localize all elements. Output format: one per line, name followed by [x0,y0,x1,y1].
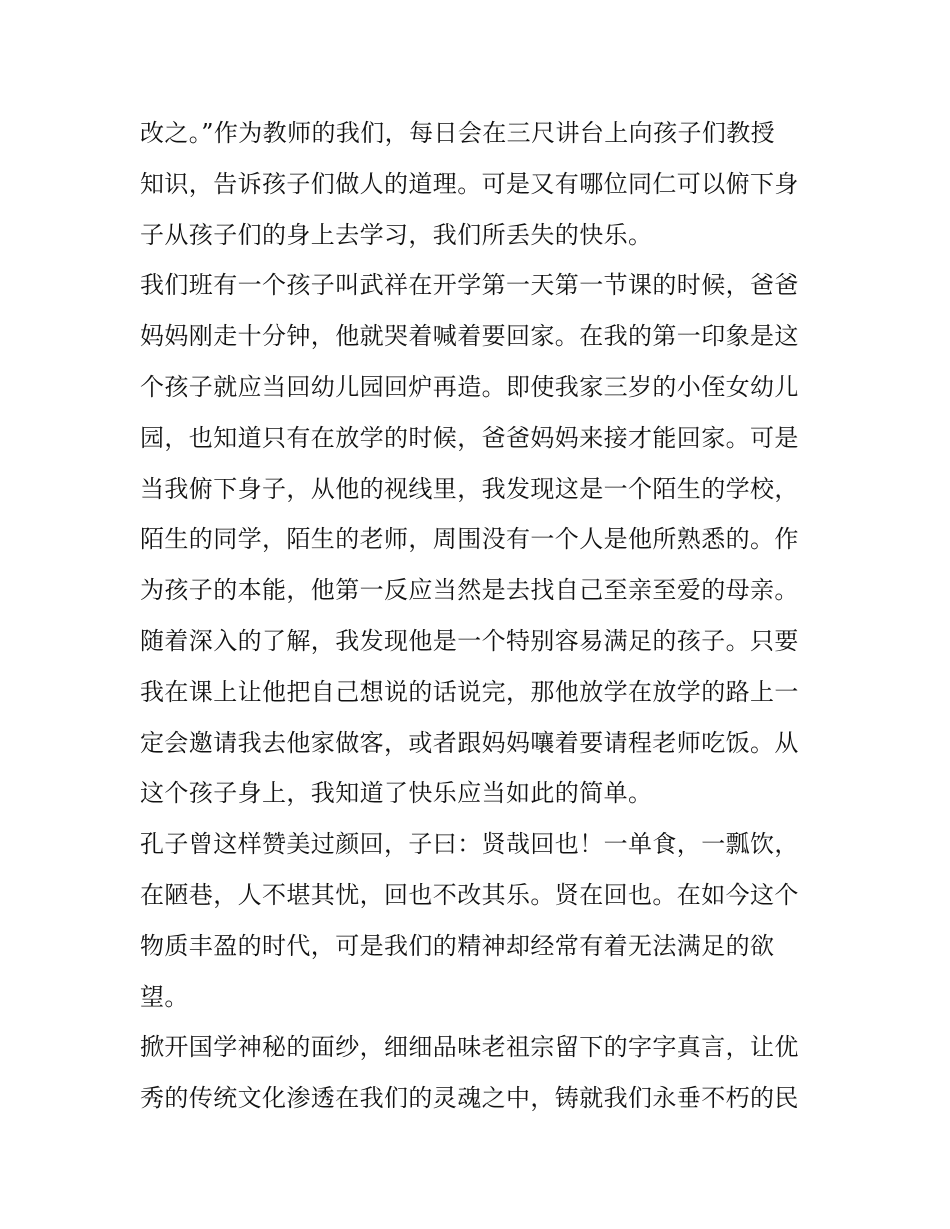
text-line: 子从孩子们的身上去学习，我们所丢失的快乐。 [140,220,653,249]
text-line: 秀的传统文化渗透在我们的灵魂之中，铸就我们永垂不朽的民 [140,1084,799,1113]
text-line: 妈妈刚走十分钟，他就哭着喊着要回家。在我的第一印象是这 [140,322,799,351]
text-line: 物质丰盈的时代，可是我们的精神却经常有着无法满足的欲 [140,931,775,960]
text-line: 改之。”作为教师的我们，每日会在三尺讲台上向孩子们教授 [140,119,776,147]
body-text [140,108,820,1124]
text-line: 随着深入的了解，我发现他是一个特别容易满足的孩子。只要 [140,626,799,655]
text-line: 园，也知道只有在放学的时候，爸爸妈妈来接才能回家。可是 [140,423,799,452]
text-line: 我在课上让他把自己想说的话说完，那他放学在放学的路上一 [140,677,799,706]
text-line: 定会邀请我去他家做客，或者跟妈妈嚷着要请程老师吃饭。从 [140,728,799,757]
text-line: 孔子曾这样赞美过颜回，子曰：贤哉回也！一单食，一瓢饮， [140,830,799,859]
text-line: 知识，告诉孩子们做人的道理。可是又有哪位同仁可以俯下身 [140,169,799,198]
text-line: 在陋巷，人不堪其忧，回也不改其乐。贤在回也。在如今这个 [140,880,799,909]
text-line: 望。 [140,982,189,1011]
text-line: 掀开国学神秘的面纱，细细品味老祖宗留下的字字真言，让优 [140,1033,799,1062]
text-line: 当我俯下身子，从他的视线里，我发现这是一个陌生的学校， [140,474,799,503]
text-line: 陌生的同学，陌生的老师，周围没有一个人是他所熟悉的。作 [140,525,799,554]
text-line: 为孩子的本能，他第一反应当然是去找自己至亲至爱的母亲。 [140,576,799,605]
text-line: 个孩子就应当回幼儿园回炉再造。即使我家三岁的小侄女幼儿 [140,372,799,401]
text-line: 我们班有一个孩子叫武祥在开学第一天第一节课的时候，爸爸 [140,271,799,300]
text-line: 这个孩子身上，我知道了快乐应当如此的简单。 [140,779,653,808]
